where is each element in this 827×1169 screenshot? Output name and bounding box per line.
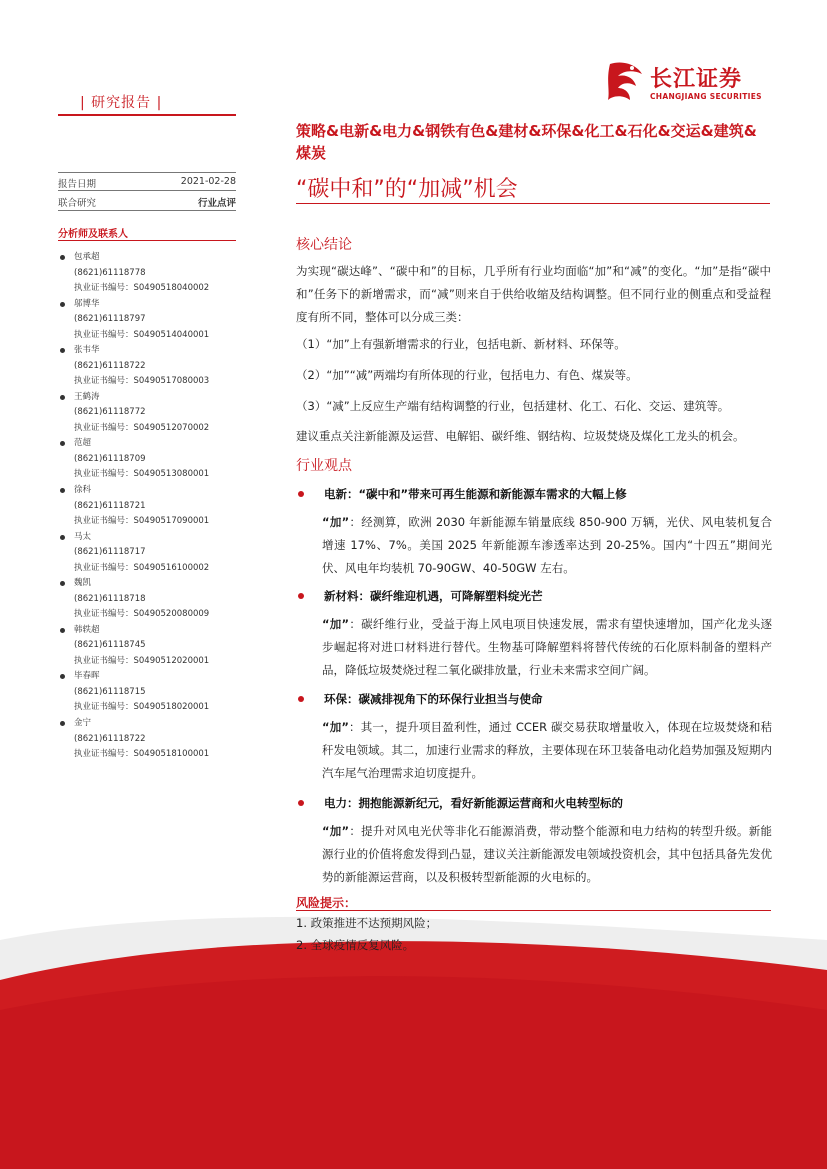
type-label: 联合研究 [58, 198, 97, 209]
analyst-cert: 执业证书编号：S0490513080001 [74, 469, 210, 480]
view-title-4: 电力：拥抱能源新纪元，看好新能源运营商和火电转型标的 [324, 796, 623, 810]
title-divider [296, 203, 770, 204]
risk-item-1: 1. 政策推进不达预期风险； [296, 916, 438, 930]
analyst-phone: (8621)61118715 [74, 686, 146, 697]
analyst-phone: (8621)61118797 [74, 314, 146, 325]
analyst-entry [60, 530, 240, 577]
analyst-divider [58, 240, 236, 241]
bullet-dot [60, 535, 65, 540]
analyst-cert: 执业证书编号：S0490518040002 [74, 283, 210, 293]
view-text-3 [322, 716, 772, 785]
analyst-name: 邬博华 [74, 298, 100, 309]
meta-mid-rule [58, 190, 236, 191]
logo-chinese-name: 长江证券 [650, 67, 743, 92]
analyst-entry [60, 297, 240, 344]
view-bullet-3 [296, 691, 771, 707]
analyst-cert: 执业证书编号：S0490518100001 [74, 749, 210, 759]
header-divider [58, 114, 236, 116]
analyst-cert: 执业证书编号：S0490512020001 [74, 655, 210, 666]
view-body-1: ：经测算，欧洲 2030 年新能源车销量底线 850-900 万辆，光伏、风电装机复合增速 17%、7%。美国 2025 年新能源车渗透率达到 20-25%。国内“十四五”期间光伏、风电年均装机 70-90GW、40-50GW 左右。 [322, 515, 772, 575]
sector-list: 策略&电新&电力&钢铁有色&建材&环保&化工&石化&交运&建筑&煤炭 [296, 122, 757, 162]
analyst-name: 包承超 [74, 252, 100, 262]
analyst-phone: (8621)61118717 [74, 547, 146, 558]
view-text-2 [322, 613, 772, 682]
bullet-dot [60, 302, 65, 307]
bullet-dot [298, 696, 304, 702]
meta-type-row [58, 195, 236, 209]
bullet-dot [60, 581, 65, 586]
view-text-1 [322, 511, 772, 580]
report-type-label: | 研究报告 | [80, 95, 163, 111]
view-text-4 [322, 820, 772, 889]
logo-english-name: CHANGJIANG SECURITIES [650, 92, 762, 101]
risk-item-2: 2. 全球疫情反复风险。 [296, 938, 415, 952]
date-label: 报告日期 [58, 179, 97, 190]
core-suggestion: 建议重点关注新能源及运营、电解铝、碳纤维、钢结构、垃圾焚烧及煤化工龙头的机会。 [296, 429, 745, 443]
risk-heading: 风险提示： [296, 896, 357, 910]
bullet-dot [60, 488, 65, 493]
core-item-2: （2）“加”“减”两端均有所体现的行业，包括电力、有色、煤炭等。 [296, 368, 638, 382]
date-value: 2021-02-28 [180, 176, 236, 187]
meta-bottom-rule [58, 210, 236, 211]
page-title: “碳中和”的“加减”机会 [296, 177, 518, 202]
analyst-entry [60, 576, 240, 623]
bullet-dot [60, 348, 65, 353]
analyst-phone: (8621)61118722 [74, 733, 146, 744]
core-intro: 为实现“碳达峰”、“碳中和”的目标，几乎所有行业均面临“加”和“减”的变化。“加”是指“碳中和”任务下的新增需求，而“减”则来自于供给收缩及结构调整。但不同行业的侧重点和受益程度有所不同，整体可以分成三类： [296, 264, 771, 324]
analyst-phone: (8621)61118772 [74, 407, 146, 418]
type-value: 行业点评 [197, 198, 236, 209]
analyst-phone: (8621)61118745 [74, 640, 146, 651]
analyst-name: 韩轶超 [74, 624, 100, 635]
bullet-dot [60, 395, 65, 400]
meta-date-row [58, 176, 236, 190]
analyst-cert: 执业证书编号：S0490512070002 [74, 422, 210, 433]
view-bullet-2 [296, 588, 771, 604]
bullet-dot [60, 674, 65, 679]
view-title-3: 环保：碳减排视角下的环保行业担当与使命 [324, 692, 543, 706]
analyst-entry [60, 250, 240, 297]
view-body-2: ：碳纤维行业，受益于海上风电项目快速发展，需求有望快速增加，国产化龙头逐步崛起将对进口材料进行替代。生物基可降解塑料将替代传统的石化原料制备的塑料产品，降低垃圾焚烧过程二氧化碳排放量，行业未来需求空间广阔。 [322, 617, 773, 677]
analyst-name: 马太 [74, 531, 92, 542]
view-title-1: 电新：“碳中和”带来可再生能源和新能源车需求的大幅上修 [324, 487, 627, 501]
bullet-dot [298, 491, 304, 497]
bullet-dot [298, 800, 304, 806]
view-lead-2: “加” [322, 617, 350, 631]
analyst-phone: (8621)61118718 [74, 593, 146, 604]
core-heading: 核心结论 [296, 237, 352, 253]
core-item-3: （3）“减”上反应生产端有结构调整的行业，包括建材、化工、石化、交运、建筑等。 [296, 399, 730, 413]
bullet-dot [60, 441, 65, 446]
analyst-cert: 执业证书编号：S0490520080009 [74, 609, 210, 620]
analyst-name: 毕春晖 [74, 671, 100, 682]
analyst-entry [60, 390, 240, 437]
analyst-cert: 执业证书编号：S0490517090001 [74, 516, 210, 526]
analyst-name: 魏凯 [74, 578, 92, 589]
view-lead-3: “加” [322, 720, 349, 734]
view-title-2: 新材料：碳纤维迎机遇，可降解塑料绽光芒 [324, 589, 543, 603]
bullet-dot [60, 721, 65, 726]
view-bullet-1 [296, 486, 771, 502]
analyst-entry [60, 623, 240, 670]
view-lead-4: “加” [322, 824, 350, 838]
view-bullet-4 [296, 795, 771, 811]
analyst-name: 徐科 [74, 485, 92, 495]
view-body-4: ：提升对风电光伏等非化石能源消费，带动整个能源和电力结构的转型升级。新能源行业的价值将愈发得到凸显，建议关注新能源发电领域投资机会，其中包括具备先发优势的新能源运营商，以及积极转型新能源的火电标的。 [322, 824, 773, 884]
bullet-dot [298, 593, 304, 599]
analyst-name: 张韦华 [74, 345, 100, 356]
analyst-entry [60, 436, 240, 483]
analyst-cert: 执业证书编号：S0490518020001 [74, 702, 210, 713]
analyst-phone: (8621)61118709 [74, 453, 146, 464]
analyst-entry [60, 343, 240, 390]
analyst-cert: 执业证书编号：S0490514040001 [74, 329, 210, 340]
analyst-phone: (8621)61118722 [74, 360, 146, 371]
analyst-name: 金宁 [74, 718, 92, 728]
dragon-logo-icon [602, 58, 648, 104]
analyst-heading: 分析师及联系人 [58, 229, 128, 240]
view-body-3: ：其一，提升项目盈利性，通过 CCER 碳交易获取增量收入，体现在垃圾焚烧和秸秆发电领域。其二，加速行业需求的释放，主要体现在环卫装备电动化趋势加强及短期内汽车尾气治理需求迫切度提升。 [322, 720, 772, 780]
bullet-dot [60, 628, 65, 633]
analyst-phone: (8621)61118721 [74, 500, 146, 511]
analyst-name: 范超 [74, 438, 92, 449]
analyst-phone: (8621)61118778 [74, 267, 146, 278]
analyst-cert: 执业证书编号：S0490517080003 [74, 376, 210, 387]
view-lead-1: “加” [322, 515, 350, 529]
analyst-entry [60, 669, 240, 716]
analyst-cert: 执业证书编号：S0490516100002 [74, 562, 210, 573]
core-item-1: （1）“加”上有强新增需求的行业，包括电新、新材料、环保等。 [296, 337, 626, 351]
views-heading: 行业观点 [296, 458, 352, 474]
analyst-entry [60, 483, 240, 530]
analyst-entry [60, 716, 240, 763]
analyst-name: 王鹤涛 [74, 391, 100, 402]
bullet-dot [60, 255, 65, 260]
risk-divider [296, 910, 771, 911]
meta-top-rule [58, 172, 236, 173]
